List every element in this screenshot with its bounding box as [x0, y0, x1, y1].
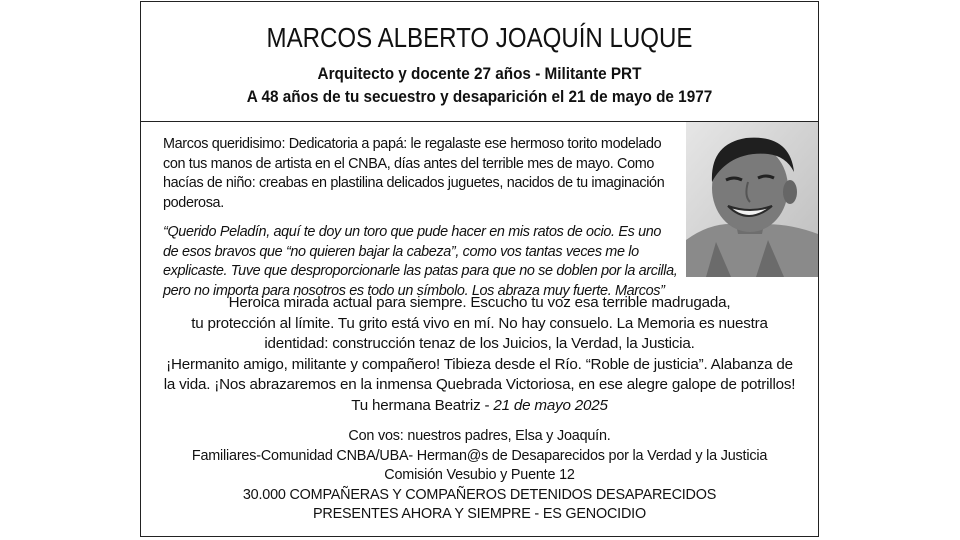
signature-date: 21 de mayo 2025: [493, 396, 608, 414]
dedication-paragraph: Marcos queridisimo: Dedicatoria a papá: le regalaste ese hermoso torito modelado con tus manos de artista en el CNBA, días antes del terrible mes de mayo. Como hacías de niño: creabas en plastilina delicados juguetes, nacidos de tu imaginación poderosa.: [163, 136, 665, 211]
person-name: MARCOS ALBERTO JOAQUÍN LUQUE: [266, 22, 693, 53]
closing-line: 30.000 COMPAÑERAS Y COMPAÑEROS DETENIDOS DESAPARECIDOS: [242, 486, 717, 503]
tribute-line: identidad: construcción tenaz de los Juicios, la Verdad, la Justicia.: [264, 335, 695, 352]
tribute-line: tu protección al límite. Tu grito está vivo en mí. No hay consuelo. La Memoria es nuestra: [191, 314, 768, 332]
closing-line: Familiares-Comunidad CNBA/UBA- Herman@s de Desaparecidos por la Verdad y la Justicia: [191, 447, 768, 464]
tribute-line: la vida. ¡Nos abrazaremos en la inmensa Quebrada Victoriosa, en ese alegre galope de potrillos!: [163, 376, 796, 393]
tribute-text: [141, 293, 818, 416]
memorial-notice: [140, 1, 819, 537]
tribute-line: Heroica mirada actual para siempre. Escucho tu voz esa terrible madrugada,: [228, 294, 731, 311]
closing-line: Comisión Vesubio y Puente 12: [384, 467, 575, 483]
closing-text: [141, 427, 818, 525]
intro-text: [163, 135, 678, 301]
person-description: Arquitecto y docente 27 años - Militante PRT: [317, 64, 642, 83]
closing-line: PRESENTES AHORA Y SIEMPRE - ES GENOCIDIO: [313, 506, 646, 522]
tribute-line: ¡Hermanito amigo, militante y compañero! Tibieza desde el Río. “Roble de justicia”. Alabanza de: [166, 355, 793, 373]
letter-quote: “Querido Peladín, aquí te doy un toro que pude hacer en mis ratos de ocio. Es uno de esos bravos que “no quieren bajar la cabeza”, como vos tantas veces me lo explicaste. Tuve que desproporcionarle las patas para que no se doblen por la arcilla, pero no importa para nosotros es todo un símbolo. Los abraza muy fuerte. Marcos”: [163, 224, 678, 299]
signature-name: Tu hermana Beatriz -: [351, 396, 494, 414]
closing-line: Con vos: nuestros padres, Elsa y Joaquín.: [348, 428, 611, 444]
notice-header: [141, 2, 818, 122]
anniversary-line: A 48 años de tu secuestro y desaparición el 21 de mayo de 1977: [246, 87, 713, 106]
signature: [141, 396, 818, 417]
portrait-photo: [686, 122, 818, 277]
